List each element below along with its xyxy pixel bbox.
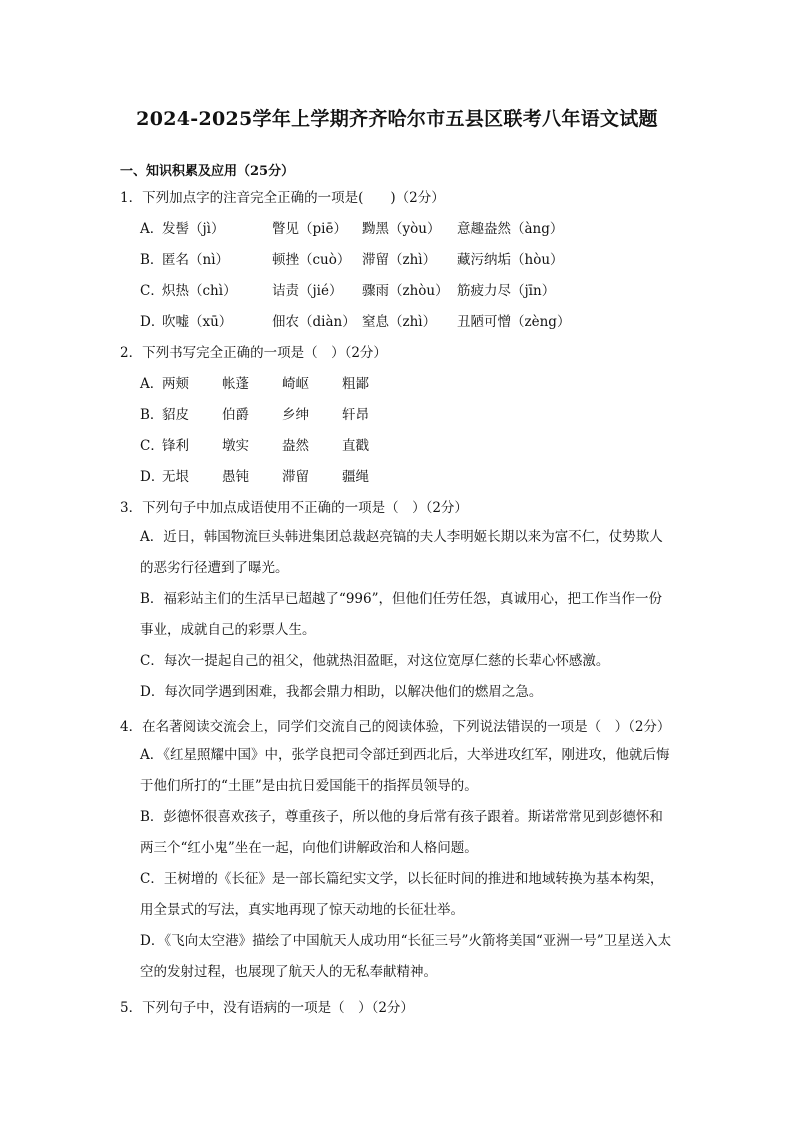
question-3-option-d: D．每次同学遇到困难，我都会鼎力相助，以解决他们的燃眉之急。 bbox=[140, 684, 543, 700]
question-2-option-b: B．貂皮 伯爵 乡绅 轩昂 bbox=[140, 407, 369, 423]
question-1-option-b: B．匿名（nì） 顿挫（cuò） 滞留（zhì） 藏污纳垢（hòu） bbox=[140, 252, 564, 268]
question-1-option-c: C．炽热（chì） 诘责（jié） 骤雨（zhòu） 筋疲力尽（jīn） bbox=[140, 283, 556, 299]
question-4-stem: 4．在名著阅读交流会上，同学们交流自己的阅读体验，下列说法错误的一项是（ ）（2分） bbox=[120, 719, 671, 735]
question-4-option-a: A．《红星照耀中国》中，张学良把司令部迁到西北后，大举进攻红军，刚进攻，他就后悔于他们所打的“土匪”是由抗日爱国能干的指挥员领导的。 bbox=[140, 747, 670, 794]
question-1-option-d: D．吹嘘（xū） 佃农（diàn） 窒息（zhì） 丑陋可憎（zèng） bbox=[140, 314, 571, 330]
page-title: 2024-2025学年上学期齐齐哈尔市五县区联考八年语文试题 bbox=[136, 108, 658, 130]
question-1-option-a: A．发髻（jì） 瞥见（piē） 黝黑（yòu） 意趣盎然（àng） bbox=[140, 221, 564, 237]
question-3-option-a: A．近日，韩国物流巨头韩进集团总裁赵亮镐的夫人李明姬长期以来为富不仁，仗势欺人的恶劣行径遭到了曝光。 bbox=[140, 529, 663, 576]
question-5-stem: 5．下列句子中，没有语病的一项是（ ）（2分） bbox=[120, 1000, 414, 1016]
question-2-option-a: A．两颊 帐蓬 崎岖 粗鄙 bbox=[140, 376, 369, 392]
question-4-option-c: C．王树增的《长征》是一部长篇纪实文学，以长征时间的推进和地域转换为基本构架，用全景式的写法，真实地再现了惊天动地的长征壮举。 bbox=[140, 871, 664, 918]
question-3-stem: 3．下列句子中加点成语使用不正确的一项是（ ）（2分） bbox=[120, 500, 468, 516]
question-3-option-b: B．福彩站主们的生活早已超越了“996”，但他们任劳任怨，真诚用心，把工作当作一份事业，成就自己的彩票人生。 bbox=[140, 591, 662, 638]
question-3-option-c: C．每次一提起自己的祖父，他就热泪盈眶，对这位宽厚仁慈的长辈心怀感激。 bbox=[140, 653, 610, 669]
question-2-option-d: D．无垠 愚钝 滞留 疆绳 bbox=[140, 469, 369, 485]
question-1-stem: 1．下列加点字的注音完全正确的一项是( )（2分） bbox=[120, 190, 445, 206]
question-2-option-c: C．锋利 墩实 盎然 直戳 bbox=[140, 438, 369, 454]
question-4-option-d: D．《飞向太空港》描绘了中国航天人成功用“长征三号”火箭将美国“亚洲一号”卫星送入太空的发射过程，也展现了航天人的无私奉献精神。 bbox=[140, 933, 672, 980]
question-4-option-b: B．彭德怀很喜欢孩子，尊重孩子，所以他的身后常有孩子跟着。斯诺常常见到彭德怀和两三个“红小鬼”坐在一起，向他们讲解政治和人格问题。 bbox=[140, 809, 663, 856]
question-2-stem: 2．下列书写完全正确的一项是（ ）（2分） bbox=[120, 345, 387, 361]
section-heading: 一、知识积累及应用（25分） bbox=[120, 164, 295, 179]
